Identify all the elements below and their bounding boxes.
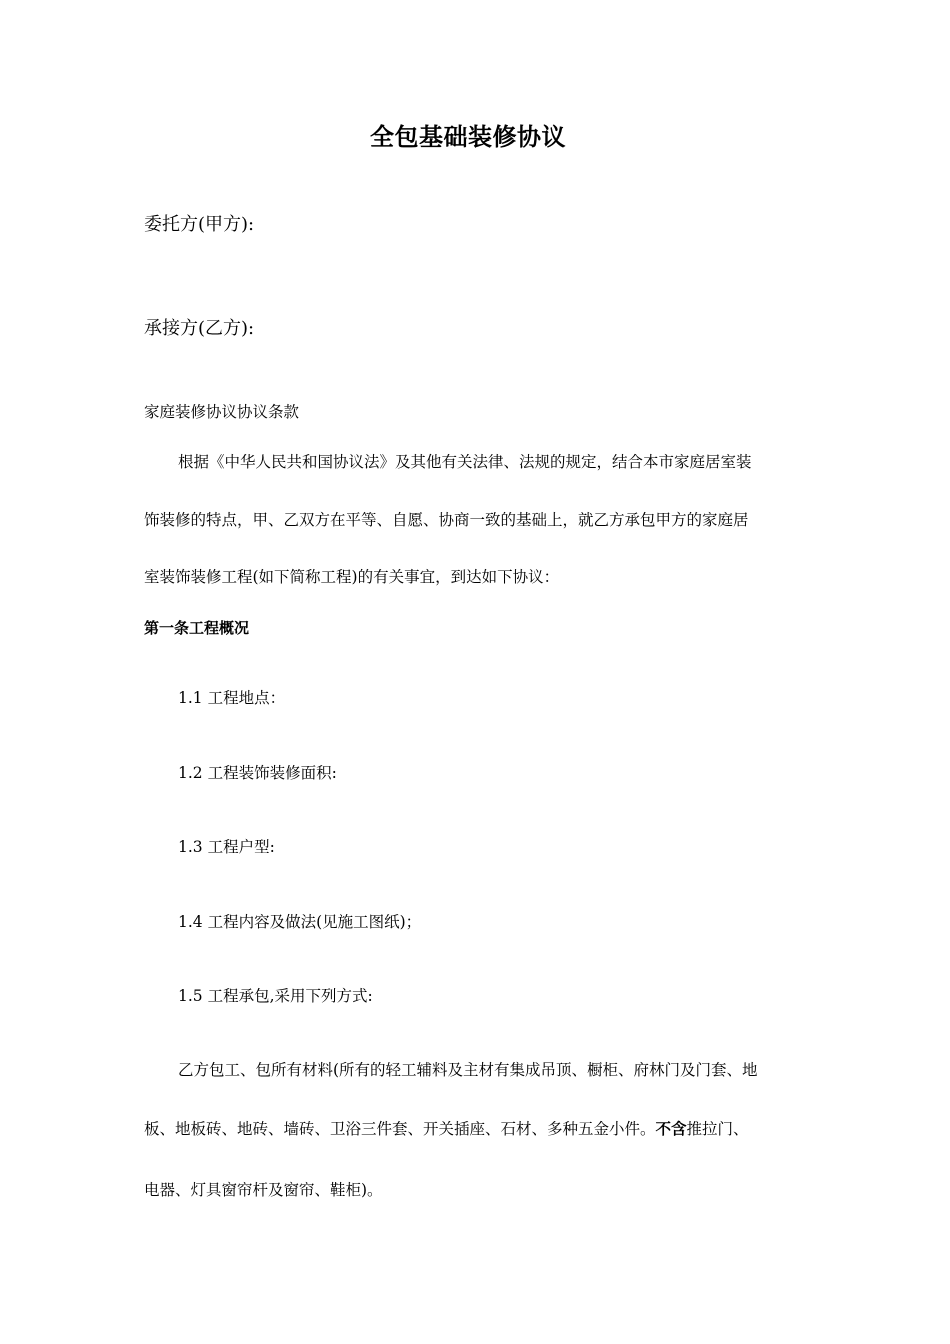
article-item: 1.1 工程地点：	[178, 689, 286, 707]
terms-heading: 家庭装修协议协议条款	[144, 403, 300, 421]
intro-line: 饰装修的特点，甲、乙双方在平等、自愿、协商一致的基础上，就乙方承包甲方的家庭居	[144, 511, 749, 529]
article-item: 1.2 工程装饰装修面积:	[178, 764, 337, 782]
article-item: 1.5 工程承包,采用下列方式:	[178, 987, 373, 1005]
document-title: 全包基础装修协议	[370, 123, 566, 151]
intro-line: 根据《中华人民共和国协议法》及其他有关法律、法规的规定，结合本市家庭居室装	[178, 453, 752, 471]
excluded-emphasis: 不含	[655, 1120, 687, 1138]
contract-scope-text: 推拉门、	[686, 1120, 749, 1138]
contract-scope-line	[144, 1117, 749, 1141]
article-1-heading: 第一条工程概况	[144, 619, 250, 637]
contract-scope-text: 板、地板砖、地砖、墙砖、卫浴三件套、开关插座、石材、多种五金小件。	[144, 1120, 656, 1138]
contract-scope-line: 电器、灯具窗帘杆及窗帘、鞋柜)。	[144, 1181, 383, 1199]
party-b-label: 承接方(乙方):	[144, 318, 255, 339]
intro-line: 室装饰装修工程(如下简称工程)的有关事宜，到达如下协议：	[144, 568, 560, 586]
contract-scope-line: 乙方包工、包所有材料(所有的轻工辅料及主材有集成吊顶、橱柜、府林门及门套、地	[178, 1061, 758, 1079]
article-item: 1.4 工程内容及做法(见施工图纸)；	[178, 913, 422, 931]
party-a-label: 委托方(甲方):	[144, 214, 255, 235]
article-item: 1.3 工程户型:	[178, 838, 275, 856]
